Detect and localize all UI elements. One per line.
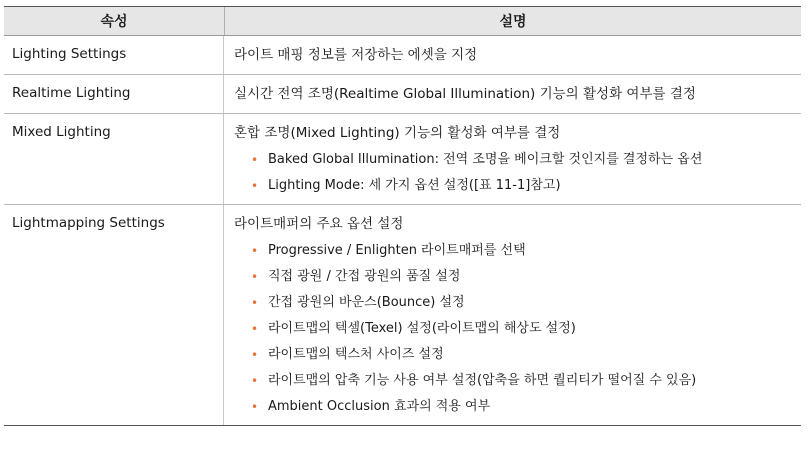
bullet-list [234, 241, 801, 417]
list-item-text: Baked Global Illumination: 전역 조명을 베이크할 것인지를 결정하는 옵션 [268, 152, 703, 167]
list-item-text: Progressive / Enlighten 라이트매퍼를 선택 [268, 243, 526, 258]
table-row [4, 36, 801, 75]
bullet-icon: • [251, 348, 259, 362]
table-row [4, 114, 801, 205]
list-item-text: 라이트맵의 텍스처 사이즈 설정 [268, 347, 444, 362]
table-header [4, 6, 801, 36]
list-item [234, 176, 801, 196]
header-property: 속성 [4, 7, 225, 35]
list-item-text: Ambient Occlusion 효과의 적용 여부 [268, 399, 491, 414]
bullet-icon: • [251, 322, 259, 336]
row-description-cell [224, 36, 801, 74]
list-item-text: 라이트맵의 텍셀(Texel) 설정(라이트맵의 해상도 설정) [268, 321, 576, 336]
bullet-icon: • [251, 270, 259, 284]
row-description: 실시간 전역 조명(Realtime Global Illumination) 기능의 활성화 여부를 결정 [234, 86, 696, 102]
header-description: 설명 [499, 14, 527, 30]
list-item [234, 397, 801, 417]
row-property: Lightmapping Settings [4, 205, 224, 425]
list-item [234, 319, 801, 339]
bullet-icon: • [251, 244, 259, 258]
row-description: 라이트매퍼의 주요 옵션 설정 [234, 216, 404, 232]
list-item-text: 직접 광원 / 간접 광원의 품질 설정 [268, 269, 461, 284]
list-item [234, 241, 801, 261]
row-description-cell [224, 75, 801, 113]
row-description-cell [224, 205, 801, 425]
table-row [4, 205, 801, 426]
table-row [4, 75, 801, 114]
row-property: Realtime Lighting [4, 75, 224, 113]
bullet-icon: • [251, 296, 259, 310]
list-item [234, 293, 801, 313]
list-item-text: 라이트맵의 압축 기능 사용 여부 설정(압축을 하면 퀄리티가 떨어질 수 있음) [268, 373, 697, 388]
bullet-icon: • [251, 400, 259, 414]
bullet-icon: • [251, 153, 259, 167]
settings-table [4, 6, 801, 426]
bullet-icon: • [251, 374, 259, 388]
bullet-list [234, 150, 801, 196]
list-item [234, 345, 801, 365]
row-description-cell [224, 114, 801, 204]
row-property: Mixed Lighting [4, 114, 224, 204]
list-item-text: Lighting Mode: 세 가지 옵션 설정([표 11-1]참고) [268, 178, 561, 193]
bullet-icon: • [251, 179, 259, 193]
list-item-text: 간접 광원의 바운스(Bounce) 설정 [268, 295, 465, 310]
list-item [234, 267, 801, 287]
row-description: 혼합 조명(Mixed Lighting) 기능의 활성화 여부를 결정 [234, 125, 561, 141]
list-item [234, 150, 801, 170]
list-item [234, 371, 801, 391]
row-description: 라이트 매핑 정보를 저장하는 에셋을 지정 [234, 47, 478, 63]
row-property: Lighting Settings [4, 36, 224, 74]
